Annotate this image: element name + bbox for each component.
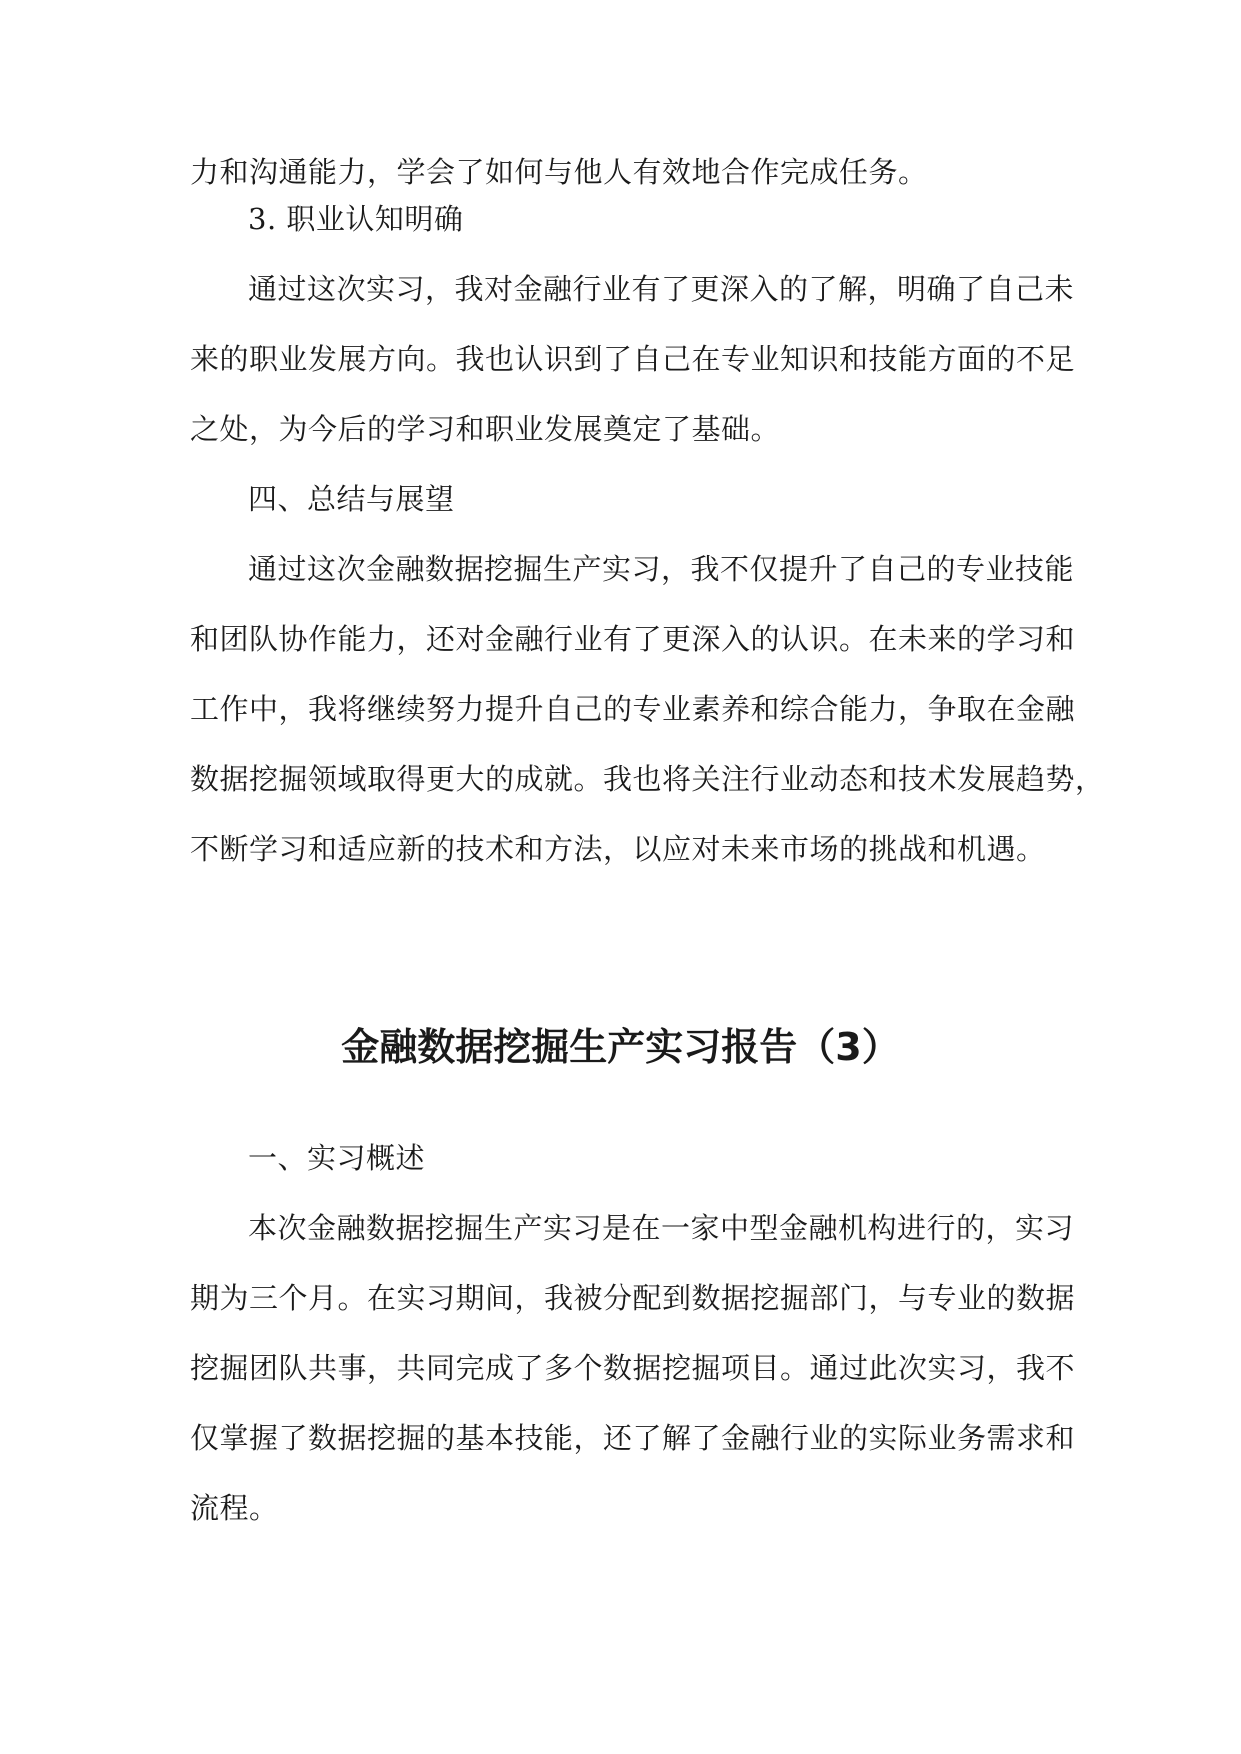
section-heading: 一、实习概述 (248, 1141, 426, 1175)
report-title: 金融数据挖掘生产实习报告（3） (341, 1025, 900, 1069)
paragraph-line: 仅掌握了数据挖掘的基本技能，还了解了金融行业的实际业务需求和 (190, 1421, 1076, 1455)
paragraph-line: 期为三个月。在实习期间，我被分配到数据挖掘部门，与专业的数据 (190, 1281, 1076, 1315)
paragraph-line: 通过这次金融数据挖掘生产实习，我不仅提升了自己的专业技能 (248, 552, 1075, 586)
section-heading: 3. 职业认知明确 (248, 202, 464, 236)
paragraph-line: 本次金融数据挖掘生产实习是在一家中型金融机构进行的，实习 (248, 1211, 1075, 1245)
paragraph-line: 数据挖掘领域取得更大的成就。我也将关注行业动态和技术发展趋势， (190, 762, 1105, 796)
section-heading: 四、总结与展望 (248, 482, 455, 516)
paragraph-line: 工作中，我将继续努力提升自己的专业素养和综合能力，争取在金融 (190, 692, 1076, 726)
paragraph-line: 挖掘团队共事，共同完成了多个数据挖掘项目。通过此次实习，我不 (190, 1351, 1076, 1385)
paragraph-line: 力和沟通能力，学会了如何与他人有效地合作完成任务。 (190, 155, 928, 189)
paragraph-line: 通过这次实习，我对金融行业有了更深入的了解，明确了自己未 (248, 272, 1075, 306)
paragraph-line: 和团队协作能力，还对金融行业有了更深入的认识。在未来的学习和 (190, 622, 1076, 656)
paragraph-line: 流程。 (190, 1491, 279, 1525)
paragraph-line: 不断学习和适应新的技术和方法，以应对未来市场的挑战和机遇。 (190, 832, 1046, 866)
paragraph-line: 来的职业发展方向。我也认识到了自己在专业知识和技能方面的不足 (190, 342, 1076, 376)
paragraph-line: 之处，为今后的学习和职业发展奠定了基础。 (190, 412, 781, 446)
